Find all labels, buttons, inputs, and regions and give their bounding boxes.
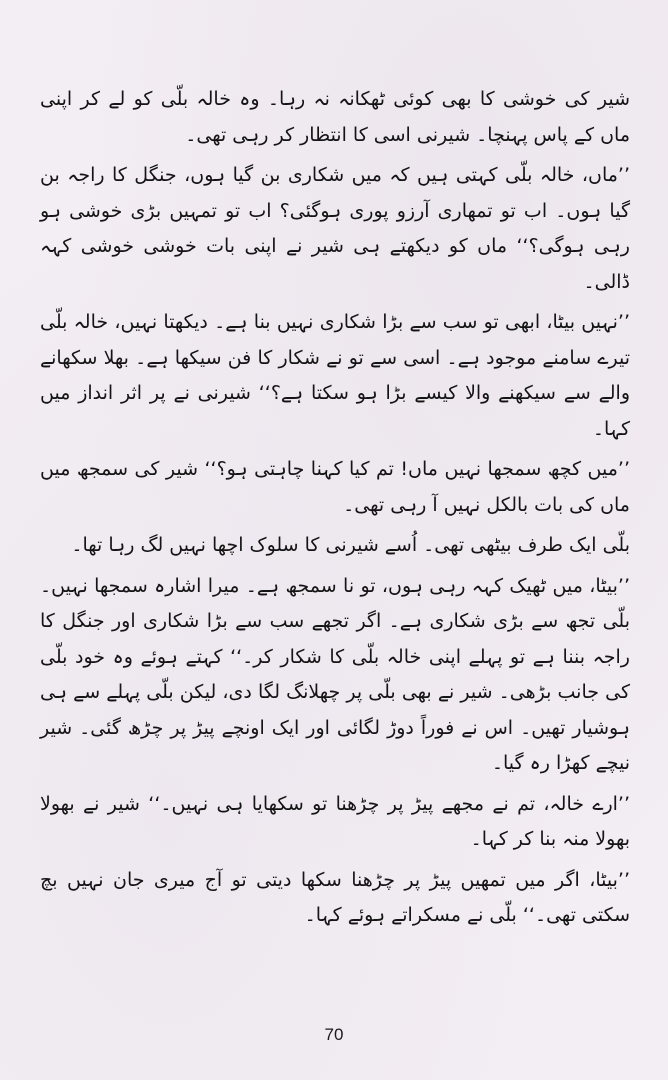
paragraph-2: ’’ماں، خالہ بلّی کہتی ہیں کہ میں شکاری بن گیا ہوں، جنگل کا راجہ بن گیا ہوں۔ اب تو تمھاری آرزو پوری ہوگئی؟ اب تو تمہیں بڑی خوشی ہو رہی ہوگی؟‘‘ ماں کو دیکھتے ہی شیر نے اپنی بات خوشی خوشی کہہ ڈالی۔ <box>40 164 630 293</box>
story-text <box>40 82 630 939</box>
page-number: 70 <box>324 1025 344 1044</box>
paragraph-4: ’’میں کچھ سمجھا نہیں ماں! تم کیا کہنا چاہتی ہو؟‘‘ شیر کی سمجھ میں ماں کی بات بالکل نہیں آ رہی تھی۔ <box>40 458 630 516</box>
paragraph-3: ’’نہیں بیٹا، ابھی تو سب سے بڑا شکاری نہیں بنا ہے۔ دیکھتا نہیں، خالہ بلّی تیرے سامنے موجود ہے۔ اسی سے تو نے شکار کا فن سیکھا ہے۔ بھلا سکھانے والے سے سیکھنے والا کیسے بڑا ہو سکتا ہے؟‘‘ شیرنی نے پر اثر انداز میں کہا۔ <box>40 311 630 440</box>
paragraph-7: ’’ارے خالہ، تم نے مجھے پیڑ پر چڑھنا تو سکھایا ہی نہیں۔‘‘ شیر نے بھولا بھولا منہ بنا کر کہا۔ <box>40 792 630 850</box>
paragraph-8: ’’بیٹا، اگر میں تمھیں پیڑ پر چڑھنا سکھا دیتی تو آج میری جان نہیں بچ سکتی تھی۔‘‘ بلّی نے مسکراتے ہوئے کہا۔ <box>40 868 630 926</box>
paragraph-5: بلّی ایک طرف بیٹھی تھی۔ اُسے شیرنی کا سلوک اچھا نہیں لگ رہا تھا۔ <box>71 534 630 556</box>
paragraph-6: ’’بیٹا، میں ٹھیک کہہ رہی ہوں، تو نا سمجھ ہے۔ میرا اشارہ سمجھا نہیں۔ بلّی تجھ سے بڑی شکاری ہے۔ اگر تجھے سب سے بڑا شکاری اور جنگل کا راجہ بننا ہے تو پہلے اپنی خالہ بلّی کا شکار کر۔‘‘ کہتے ہوئے وہ خود بلّی کی جانب بڑھی۔ شیر نے بھی بلّی پر چھلانگ لگا دی، لیکن بلّی پہلے سے ہی ہوشیار تھیں۔ اس نے فوراً دوڑ لگائی اور ایک اونچے پیڑ پر چڑھ گئی۔ شیر نیچے کھڑا رہ گیا۔ <box>40 574 630 774</box>
paragraph-1: شیر کی خوشی کا بھی کوئی ٹھکانہ نہ رہا۔ وہ خالہ بلّی کو لے کر اپنی ماں کے پاس پہنچا۔ شیرنی اسی کا انتظار کر رہی تھی۔ <box>40 88 630 146</box>
